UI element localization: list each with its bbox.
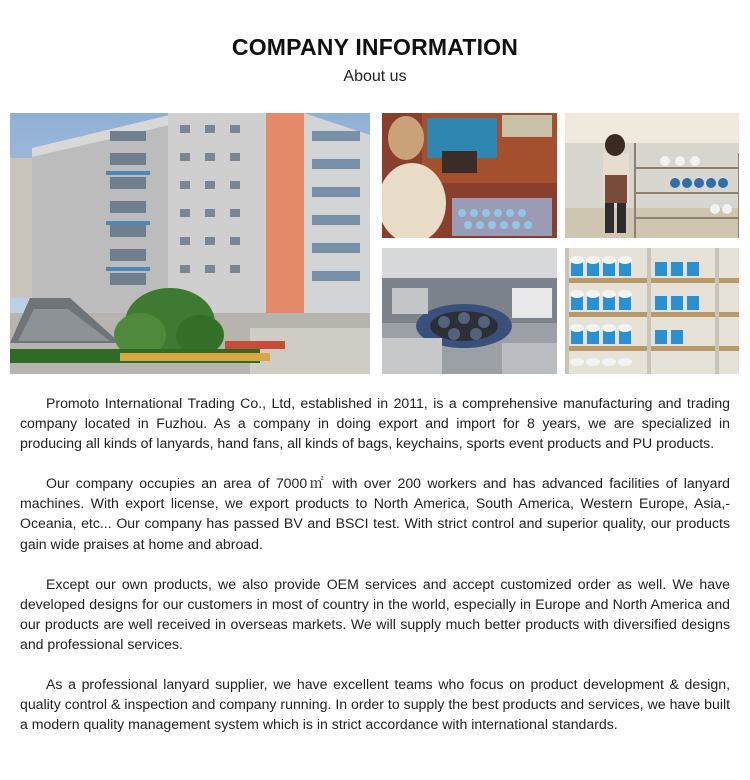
product-shelves-photo — [565, 248, 739, 374]
page-title: COMPANY INFORMATION — [231, 34, 519, 60]
paragraph-facilities: Our company occupies an area of 7000㎡ with over 200 workers and has advanced facilities of lanyard machines. With export license, we export products to North America, South America, Western Europe, Asia,-Oceania, etc... Our company has passed BV and BSCI test. With strict control and superior quality, our products gain wide praises at home and abroad. — [20, 475, 730, 552]
company-description — [20, 393, 730, 754]
photo-gallery — [10, 113, 739, 374]
page-subtitle: About us — [343, 68, 407, 85]
paragraph-teams: As a professional lanyard supplier, we have excellent teams who focus on product development & design, quality control & inspection and company running. In order to supply the best products and services, we have built a modern quality management system which is in strict accordance with international standards. — [20, 676, 730, 733]
machinery-photo — [382, 248, 557, 374]
paragraph-oem: Except our own products, we also provide OEM services and accept customized order as well. We have developed designs for our customers in most of country in the world, especially in Europe and North America and our products are well received in overseas markets. We will supply much better products with diversified designs and professional services. — [20, 575, 730, 652]
worker-shelves-photo — [565, 113, 739, 238]
factory-building-photo — [10, 113, 370, 374]
paragraph-intro: Promoto International Trading Co., Ltd, established in 2011, is a comprehensive manufacturing and trading company located in Fuzhou. As a company in doing export and import for 8 years, we are specialized in producing all kinds of lanyards, hand fans, all kinds of bags, keychains, sports event products and PU products. — [20, 395, 730, 452]
worker-assembly-photo — [382, 113, 557, 238]
